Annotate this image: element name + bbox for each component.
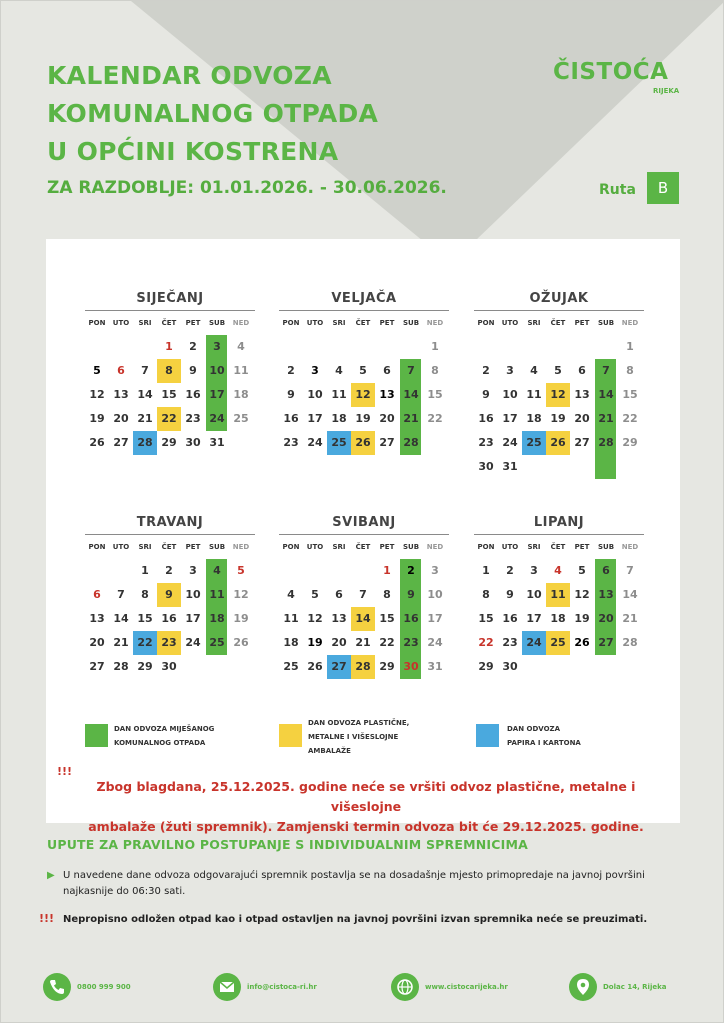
calendar-day: 4 (237, 340, 245, 353)
calendar-day: 5 (237, 564, 245, 577)
calendar-day: 14 (113, 612, 129, 625)
month-divider (474, 310, 644, 311)
calendar-day: 13 (331, 612, 347, 625)
legend-green-line-2: KOMUNALNOG OTPADA (114, 739, 206, 747)
ruta-label: Ruta (599, 182, 636, 198)
calendar-day: 12 (546, 383, 570, 407)
weekday-header: SUB (208, 319, 226, 327)
calendar-day: 25 (233, 412, 249, 425)
calendar-day: 8 (383, 588, 391, 601)
calendar-day: 11 (526, 388, 542, 401)
calendar-day: 21 (137, 412, 153, 425)
weekday-header: ČET (550, 319, 566, 327)
weekday-header: UTO (112, 543, 130, 551)
calendar-day: 25 (209, 636, 225, 649)
calendar-day: 17 (427, 612, 443, 625)
weekday-header: SUB (597, 543, 615, 551)
calendar-day: 29 (137, 660, 153, 673)
title-line-2: KOMUNALNOG OTPADA (47, 99, 379, 128)
calendar-day: 19 (574, 612, 590, 625)
weekday-header: ČET (161, 543, 177, 551)
calendar-day: 14 (403, 388, 419, 401)
calendar-day: 2 (165, 564, 173, 577)
calendar-day: 12 (233, 588, 249, 601)
calendar-day: 20 (574, 412, 590, 425)
calendar-day: 15 (427, 388, 443, 401)
calendar-day: 23 (283, 436, 299, 449)
calendar-day: 18 (233, 388, 249, 401)
weekday-header: SRI (332, 319, 346, 327)
calendar-day: 22 (622, 412, 638, 425)
calendar-day: 8 (431, 364, 439, 377)
calendar-day: 13 (598, 588, 614, 601)
legend-blue-swatch (476, 724, 499, 747)
calendar-day: 30 (478, 460, 494, 473)
calendar-day: 16 (502, 612, 518, 625)
globe-icon (391, 973, 419, 1001)
month-divider (85, 310, 255, 311)
calendar-day: 26 (307, 660, 323, 673)
calendar-day: 23 (478, 436, 494, 449)
calendar-day: 20 (331, 636, 347, 649)
notice-line-2: ambalaže (žuti spremnik). Zamjenski termin odvoza bit će 29.12.2025. godine. (88, 819, 644, 834)
title-line-1: KALENDAR ODVOZA (47, 61, 332, 90)
month-divider (279, 310, 449, 311)
calendar-day: 16 (478, 412, 494, 425)
calendar-day: 26 (89, 436, 105, 449)
phone-icon (43, 973, 71, 1001)
weekday-header: PON (477, 543, 495, 551)
weekday-header: SRI (138, 319, 152, 327)
footer-phone[interactable]: 0800 999 900 (77, 983, 131, 991)
calendar-day: 25 (522, 431, 546, 455)
calendar-day: 9 (482, 388, 490, 401)
calendar-day: 30 (161, 660, 177, 673)
weekday-header: ČET (355, 319, 371, 327)
calendar-day: 18 (550, 612, 566, 625)
holiday-notice (61, 777, 671, 837)
month-name: SIJEČANJ (136, 291, 204, 306)
weekday-header: ČET (550, 543, 566, 551)
calendar-day: 22 (427, 412, 443, 425)
logo-text: ČISTOĆA (553, 59, 669, 85)
calendar-day: 1 (383, 564, 391, 577)
calendar-day: 6 (578, 364, 586, 377)
calendar-day: 23 (185, 412, 201, 425)
weekday-header: PET (185, 543, 201, 551)
legend-yellow-swatch (279, 724, 302, 747)
month-name: VELJAČA (331, 291, 397, 306)
weekday-header: UTO (501, 319, 519, 327)
calendar-day: 13 (574, 388, 590, 401)
calendar-day: 8 (482, 588, 490, 601)
calendar-day: 13 (379, 388, 395, 401)
calendar-day: 9 (287, 388, 295, 401)
title-line-3: U OPĆINI KOSTRENA (47, 137, 339, 166)
calendar-day: 24 (522, 631, 546, 655)
email-icon (213, 973, 241, 1001)
calendar-day: 30 (185, 436, 201, 449)
calendar-day: 7 (407, 364, 415, 377)
month-divider (279, 534, 449, 535)
calendar-day: 6 (602, 564, 610, 577)
weekday-header: UTO (306, 319, 324, 327)
instruction-warning-mark: !!! (39, 912, 55, 925)
legend-yellow-line-2: METALNE I VIŠESLOJNE (308, 733, 399, 741)
month-name: LIPANJ (533, 515, 585, 530)
weekday-header: SUB (597, 319, 615, 327)
calendar-day: 29 (161, 436, 177, 449)
calendar-day: 19 (89, 412, 105, 425)
calendar-day: 3 (213, 340, 221, 353)
calendar-day: 13 (89, 612, 105, 625)
weekday-header: NED (232, 543, 250, 551)
calendar-day: 28 (133, 431, 157, 455)
weekday-header: UTO (112, 319, 130, 327)
calendar-day: 12 (89, 388, 105, 401)
calendar-day: 1 (482, 564, 490, 577)
calendar-day: 16 (403, 612, 419, 625)
calendar-day: 7 (141, 364, 149, 377)
month-name: SVIBANJ (332, 515, 396, 530)
calendar-day: 19 (355, 412, 371, 425)
location-pin-icon (569, 973, 597, 1001)
calendar-day: 6 (117, 364, 125, 377)
calendar-day: 17 (526, 612, 542, 625)
ruta-badge: B (647, 172, 679, 204)
calendar-day: 1 (431, 340, 439, 353)
calendar-day: 28 (622, 636, 638, 649)
calendar-day: 30 (403, 660, 419, 673)
weekday-header: SUB (402, 543, 420, 551)
calendar-day: 2 (189, 340, 197, 353)
calendar-day: 15 (161, 388, 177, 401)
calendar-day: 4 (530, 364, 538, 377)
calendar-day: 10 (185, 588, 201, 601)
bullet-arrow-icon: ▶ (47, 870, 55, 881)
calendar-day: 12 (351, 383, 375, 407)
calendar-day: 30 (502, 660, 518, 673)
calendar-day: 28 (351, 655, 375, 679)
weekday-header: NED (621, 543, 639, 551)
calendar-day: 28 (403, 436, 419, 449)
calendar-day: 18 (331, 412, 347, 425)
weekday-header: NED (232, 319, 250, 327)
calendar-day: 9 (506, 588, 514, 601)
calendar-day: 22 (379, 636, 395, 649)
weekday-header: PON (88, 543, 106, 551)
calendar-day: 5 (554, 364, 562, 377)
calendar-day: 29 (478, 660, 494, 673)
calendar-day: 18 (526, 412, 542, 425)
calendar-day: 16 (185, 388, 201, 401)
calendar-day: 16 (283, 412, 299, 425)
weekday-header: SRI (527, 543, 541, 551)
weekday-header: ČET (355, 543, 371, 551)
weekday-header: UTO (501, 543, 519, 551)
calendar-day: 14 (137, 388, 153, 401)
weekday-header: PON (282, 543, 300, 551)
month-name: TRAVANJ (136, 515, 204, 530)
calendar-day: 8 (157, 359, 181, 383)
calendar-day: 21 (355, 636, 371, 649)
legend-yellow-line-1: DAN ODVOZA PLASTIČNE, (308, 719, 410, 727)
calendar-day: 22 (478, 636, 494, 649)
page-title (47, 57, 378, 171)
legend-blue-line-2: PAPIRA I KARTONA (507, 739, 581, 747)
calendar-day: 18 (283, 636, 299, 649)
weekday-header: PET (574, 543, 590, 551)
calendar-day: 15 (379, 612, 395, 625)
calendar-day: 24 (185, 636, 201, 649)
calendar-day: 3 (506, 364, 514, 377)
month-name: OŽUJAK (529, 291, 589, 306)
calendar-day: 4 (213, 564, 221, 577)
calendar-day: 22 (133, 631, 157, 655)
calendar-day: 6 (383, 364, 391, 377)
calendar-day: 7 (602, 364, 610, 377)
calendar-day: 27 (327, 655, 351, 679)
calendar-day: 29 (622, 436, 638, 449)
calendar-day: 4 (335, 364, 343, 377)
calendar-day: 27 (379, 436, 395, 449)
calendar-day: 9 (189, 364, 197, 377)
legend-yellow-line-3: AMBALAŽE (308, 747, 351, 755)
calendar-day: 2 (407, 564, 415, 577)
weekday-header: NED (426, 319, 444, 327)
calendar-day: 1 (165, 340, 173, 353)
calendar-day: 14 (622, 588, 638, 601)
weekday-header: PET (379, 319, 395, 327)
calendar-day: 17 (307, 412, 323, 425)
weekday-header: PON (477, 319, 495, 327)
calendar-day: 4 (287, 588, 295, 601)
instruction-item-1-line-2: najkasnije do 06:30 sati. (63, 886, 186, 897)
calendar-day: 1 (626, 340, 634, 353)
calendar-day: 31 (209, 436, 225, 449)
calendar-day: 3 (530, 564, 538, 577)
calendar-day: 24 (307, 436, 323, 449)
legend-green-line-1: DAN ODVOZA MIJEŠANOG (114, 725, 215, 733)
calendar-day: 2 (482, 364, 490, 377)
calendar-day: 25 (283, 660, 299, 673)
calendar-day: 25 (546, 631, 570, 655)
calendar-day: 26 (574, 636, 590, 649)
calendar-day: 17 (209, 388, 225, 401)
calendar-day: 19 (233, 612, 249, 625)
calendar-day: 24 (427, 636, 443, 649)
calendar-day: 25 (327, 431, 351, 455)
calendar-day: 24 (502, 436, 518, 449)
weekday-header: SRI (527, 319, 541, 327)
weekday-header: UTO (306, 543, 324, 551)
calendar-day: 9 (407, 588, 415, 601)
notice-warning-mark: !!! (57, 765, 73, 778)
weekday-header: PET (574, 319, 590, 327)
calendar-day: 20 (598, 612, 614, 625)
calendar-day: 3 (431, 564, 439, 577)
calendar-day: 20 (379, 412, 395, 425)
instruction-item-2: Nepropisno odložen otpad kao i otpad ostavljen na javnoj površini izvan spremnika neće se preuzimati. (63, 914, 648, 925)
footer-email[interactable]: info@cistoca-ri.hr (247, 983, 317, 991)
legend-blue-text (507, 722, 581, 750)
weekday-header: SUB (208, 543, 226, 551)
calendar-day: 29 (379, 660, 395, 673)
calendar-day: 10 (209, 364, 225, 377)
calendar-day: 12 (307, 612, 323, 625)
calendar-day: 7 (359, 588, 367, 601)
weekday-header: SRI (332, 543, 346, 551)
calendar-day: 22 (157, 407, 181, 431)
calendar-day: 14 (598, 388, 614, 401)
legend-yellow-text (308, 716, 409, 758)
weekday-header: PET (185, 319, 201, 327)
calendar-day: 6 (93, 588, 101, 601)
calendar-day: 27 (598, 636, 614, 649)
calendar-day: 21 (113, 636, 129, 649)
calendar-day: 10 (307, 388, 323, 401)
calendar-card (46, 239, 680, 823)
calendar-day: 31 (502, 460, 518, 473)
logo-subtext: RIJEKA (653, 87, 680, 95)
calendar-day: 10 (526, 588, 542, 601)
calendar-day: 5 (359, 364, 367, 377)
calendar-day: 5 (93, 364, 101, 377)
calendar-day: 2 (287, 364, 295, 377)
instructions-title: UPUTE ZA PRAVILNO POSTUPANJE S INDIVIDUALNIM SPREMNICIMA (47, 837, 528, 852)
weekday-header: NED (426, 543, 444, 551)
footer-web[interactable]: www.cistocarijeka.hr (425, 983, 508, 991)
calendar-day: 7 (117, 588, 125, 601)
calendar-day: 13 (113, 388, 129, 401)
calendar-day: 17 (502, 412, 518, 425)
weekday-header: SUB (402, 319, 420, 327)
calendar-day: 3 (311, 364, 319, 377)
calendar-day: 15 (622, 388, 638, 401)
calendar-day: 28 (598, 436, 614, 449)
calendar-day: 11 (546, 583, 570, 607)
calendar-day: 27 (89, 660, 105, 673)
calendar-day: 8 (141, 588, 149, 601)
calendar-day: 2 (506, 564, 514, 577)
calendar-day: 16 (161, 612, 177, 625)
legend-green-text (114, 722, 214, 750)
calendar-day: 10 (502, 388, 518, 401)
weekday-header: PET (379, 543, 395, 551)
calendar-day: 17 (185, 612, 201, 625)
calendar-day: 14 (351, 607, 375, 631)
calendar-day: 7 (626, 564, 634, 577)
calendar-day: 5 (311, 588, 319, 601)
calendar-day: 4 (554, 564, 562, 577)
month-divider (85, 534, 255, 535)
calendar-day: 8 (626, 364, 634, 377)
calendar-day: 20 (113, 412, 129, 425)
weekday-header: NED (621, 319, 639, 327)
calendar-day: 3 (189, 564, 197, 577)
calendar-day: 23 (403, 636, 419, 649)
calendar-day: 20 (89, 636, 105, 649)
calendar-day: 26 (233, 636, 249, 649)
calendar-day: 27 (113, 436, 129, 449)
weekday-header: SRI (138, 543, 152, 551)
weekday-header: PON (88, 319, 106, 327)
calendar-day: 24 (209, 412, 225, 425)
calendar-day: 27 (574, 436, 590, 449)
calendar-day: 6 (335, 588, 343, 601)
calendar-day: 15 (478, 612, 494, 625)
instruction-item-1-line-1: U navedene dane odvoza odgovarajući spremnik postavlja se na dosadašnje mjesto primopredaje na javnoj površini (63, 870, 645, 881)
calendar-day: 10 (427, 588, 443, 601)
calendar-day: 19 (550, 412, 566, 425)
period-subtitle: ZA RAZDOBLJE: 01.01.2026. - 30.06.2026. (47, 178, 447, 198)
calendar-day: 5 (578, 564, 586, 577)
calendar-day: 28 (113, 660, 129, 673)
calendar-day: 21 (622, 612, 638, 625)
legend-green-swatch (85, 724, 108, 747)
calendar-day: 18 (209, 612, 225, 625)
calendar-day: 12 (574, 588, 590, 601)
weekday-header: ČET (161, 319, 177, 327)
month-divider (474, 534, 644, 535)
calendar-day: 11 (233, 364, 249, 377)
legend-blue-line-1: DAN ODVOZA (507, 725, 561, 733)
calendar-day: 11 (331, 388, 347, 401)
calendar-day: 21 (403, 412, 419, 425)
calendar-day: 21 (598, 412, 614, 425)
notice-line-1: Zbog blagdana, 25.12.2025. godine neće se vršiti odvoz plastične, metalne i višeslojne (96, 779, 636, 814)
calendar-day: 31 (427, 660, 443, 673)
footer-address: Dolac 14, Rijeka (603, 983, 667, 991)
calendar-day: 11 (283, 612, 299, 625)
weekday-header: PON (282, 319, 300, 327)
calendar-day: 23 (157, 631, 181, 655)
calendar-day: 15 (137, 612, 153, 625)
calendar-day: 23 (502, 636, 518, 649)
instruction-item-1 (63, 868, 693, 900)
calendar-day: 9 (157, 583, 181, 607)
calendar-day: 26 (546, 431, 570, 455)
calendar-day: 1 (141, 564, 149, 577)
calendar-day: 26 (351, 431, 375, 455)
calendar-day: 19 (307, 636, 323, 649)
calendar-day: 11 (209, 588, 225, 601)
